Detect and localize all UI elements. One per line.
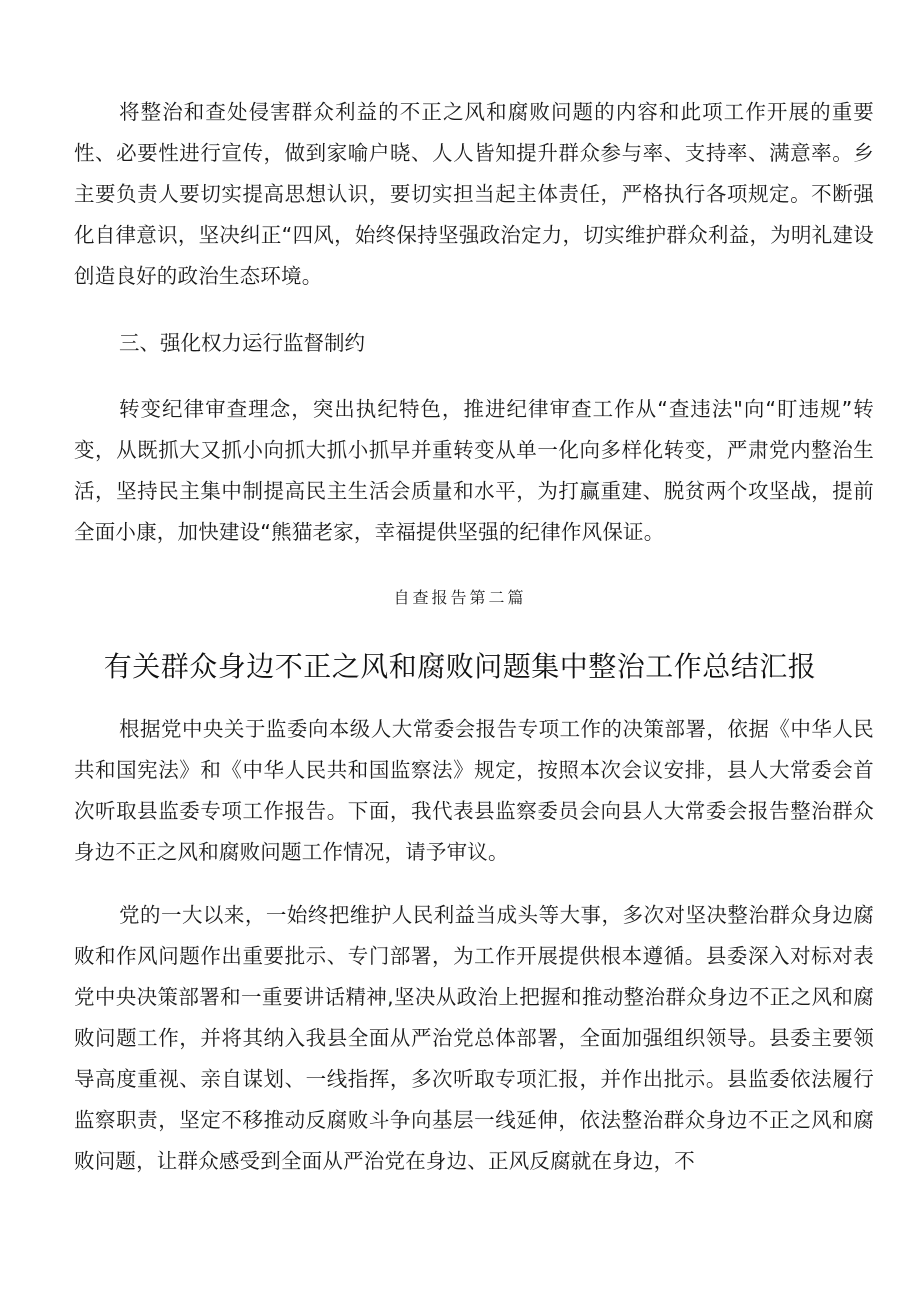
publicity-paragraph: 将整治和查处侵害群众利益的不正之风和腐败问题的内容和此项工作开展的重要性、必要性进行宣传，做到家喻户晓、人人皆知提升群众参与率、支持率、满意率。乡主要负责人要切实提高思想认识，要切实担当起主体责任，严格执行各项规定。不断强化自律意识，坚决纠正“四风，始终保持坚强政治定力，切实维护群众利益，为明礼建设创造良好的政治生态环境。 (74, 100, 874, 288)
section-heading-power-supervision: 三、强化权力运行监督制约 (119, 331, 365, 355)
report-body-paragraph: 党的一大以来，一始终把维护人民利益当成头等大事，多次对坚决整治群众身边腐败和作风问题作出重要批示、专门部署，为工作开展提供根本遵循。县委深入对标对表党中央决策部署和一重要讲话精神,坚决从政治上把握和推动整治群众身边不正之风和腐败问题工作，并将其纳入我县全面从严治党总体部署，全面加强组织领导。县委主要领导高度重视、亲自谋划、一线指挥，多次听取专项汇报，并作出批示。县监委依法履行监察职责，坚定不移推动反腐败斗争向基层一线延伸，依法整治群众身边不正之风和腐败问题，让群众感受到全面从严治党在身边、正风反腐就在身边，不 (74, 903, 874, 1173)
report-intro-paragraph: 根据党中央关于监委向本级人大常委会报告专项工作的决策部署，依据《中华人民共和国宪法》和《中华人民共和国监察法》规定，按照本次会议安排，县人大常委会首次听取县监委专项工作报告。下面，我代表县监察委员会向县人大常委会报告整治群众身边不正之风和腐败问题工作情况，请予审议。 (74, 717, 874, 864)
discipline-review-paragraph: 转变纪律审查理念，突出执纪特色，推进纪律审查工作从“查违法"向“盯违规”转变，从既抓大又抓小向抓大抓小抓早并重转变从单一化向多样化转变，严肃党内整治生活，坚持民主集中制提高民主生活会质量和水平，为打赢重建、脱贫两个攻坚战，提前全面小康，加快建设“熊猫老家，幸福提供坚强的纪律作风保证。 (74, 397, 874, 544)
report-title: 有关群众身边不正之风和腐败问题集中整治工作总结汇报 (103, 650, 817, 683)
report-subtitle: 自查报告第二篇 (393, 588, 527, 607)
